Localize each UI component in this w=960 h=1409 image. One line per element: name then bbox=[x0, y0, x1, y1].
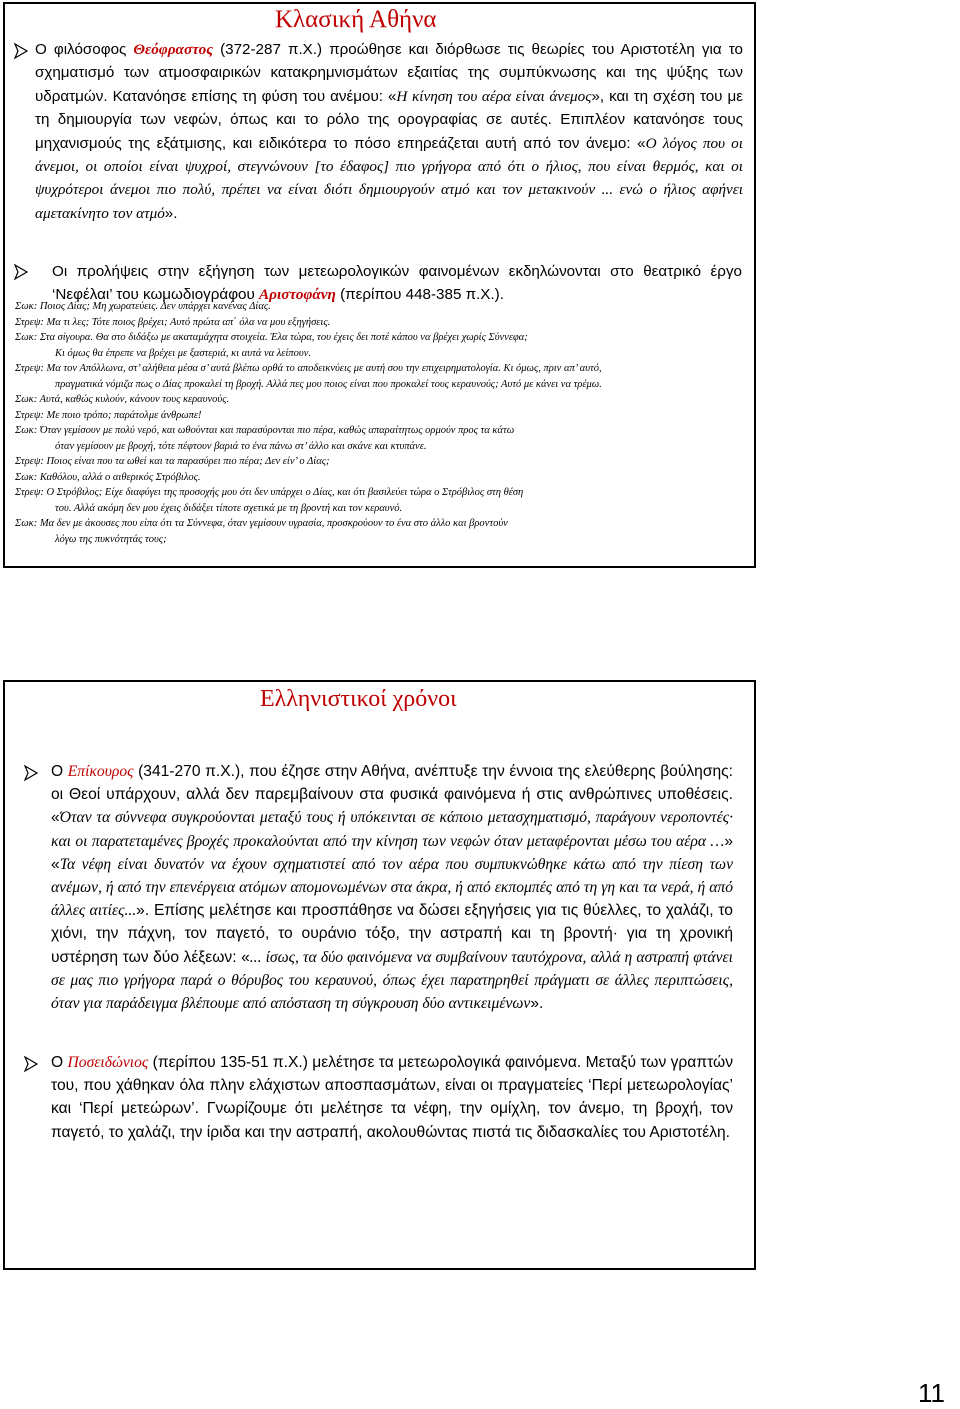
text-run: (372-287 π.Χ.) προώθησε και διόρθωσε τις θεωρίες του Αριστοτέλη για το σχηματισμό των ατμοσφαιρικών κατακρημνισμάτων εξαιτίας της συμπύκνωσης και της ψύξης των υδρατμών. Κατανόησε επίσης τη φύση του ανέμου: « bbox=[35, 41, 743, 105]
theophrastus-paragraph bbox=[35, 38, 743, 225]
dialogue-line: Σωκ: Στα σίγουρα. Θα στο διδάξω με ακαταμάχητα στοιχεία. Έλα τώρα, του έχεις δει ποτέ κάπου να βρέχει χωρίς Σύννεφα; bbox=[15, 332, 528, 343]
text-run: », και τη σχέση του με τη δημιουργία των νεφών, όπως και το ρόλο της ορογραφίας σε αυτές. Επιπλέον κατανόησε τους μηχανισμούς της εξάτμισης, και ειδικότερα το πόσο επηρεάζεται αυτή από τον άνεμο: « bbox=[35, 87, 743, 152]
arrow-bullet-icon bbox=[12, 263, 30, 281]
text-run: ». bbox=[164, 204, 178, 222]
person-name-epicurus: Επίκουρος bbox=[67, 763, 134, 780]
person-name-posidonius: Ποσειδώνιος bbox=[67, 1054, 149, 1071]
dialogue-line: Στρεψ: Μα τον Απόλλωνα, στ’ αλήθεια μέσα σ’ αυτά βλέπω ορθά το αποδεικνύεις με αυτή σου την επιχειρηματολογία. Κι όμως, πριν απ’ αυτό, bbox=[15, 363, 602, 374]
slide-title: Ελληνιστικοί χρόνοι bbox=[260, 686, 457, 712]
quote: ... ίσως, τα δύο φαινόμενα να συμβαίνουν ταυτόχρονα, αλλά η αστραπή φτάνει σε μας πιο γρήγορα παρά ο θόρυβος του κεραυνού, όπως έχει παρατηρηθεί πράγματι σε άλλες περιπτώσεις, όταν για παράδειγμα βλέπουμε από απόσταση τη σύγκρουση δύο αντικειμένων bbox=[51, 948, 733, 1013]
dialogue-line: Σωκ: Καθόλου, αλλά ο αιθερικός Στρόβιλος. bbox=[15, 471, 201, 483]
quote: Τα νέφη είναι δυνατόν να έχουν σχηματιστεί από τον αέρα που συμπυκνώθηκε κάτω από την πίεση των ανέμων, ή από την επενέργεια ατόμων απομονωμένων στα άκρα, ή από εκπομπές από τη γη και τα νερά, ή από άλλες αιτίες... bbox=[51, 855, 733, 920]
dialogue-line: Σωκ: Όταν γεμίσουν με πολύ νερό, και ωθούνται και παρασύρονται πιο πέρα, καθώς απαραίτητως ορμούν προς τα κάτω bbox=[15, 425, 515, 436]
page-number: 11 bbox=[918, 1378, 945, 1408]
text-run: Ο φιλόσοφος bbox=[35, 41, 134, 58]
quote: Όταν τα σύννεφα συγκρούονται μεταξύ τους ή υπόκεινται σε κάποιο μετασχηματισμό, παράγουν νεροποντές· και οι παρατεταμένες βροχές προκαλούνται από την κίνηση των νεφών όταν μεταφέρονται μέσω του αέρα … bbox=[51, 809, 733, 850]
slide-hellenistic-period bbox=[3, 680, 756, 1270]
arrow-bullet-icon bbox=[22, 764, 40, 782]
dialogue-line-continuation: πραγματικά νόμιζα πως ο Δίας προκαλεί τη βροχή. Αλλά πες μου ποιος είναι που προκαλεί τους κεραυνούς; Αυτό με κάνει να τρέμω. bbox=[55, 378, 602, 390]
dialogue-line: Στρεψ: Ποιος είναι που τα ωθεί και τα παρασύρει πιο πέρα; Δεν είν’ ο Δίας; bbox=[15, 456, 330, 467]
person-name-aristophanes: Αριστοφάνη bbox=[259, 286, 336, 304]
dialogue-line-continuation: του. Αλλά ακόμη δεν μου έχεις διδάξει τίποτε σχετικά με τη βροντή και τον κεραυνό. bbox=[55, 502, 403, 514]
clouds-dialogue bbox=[15, 299, 747, 547]
dialogue-line: Στρεψ: Μα τι λες; Τότε ποιος βρέχει; Αυτό πρώτα απ΄ όλα να μου εξηγήσεις. bbox=[15, 316, 331, 328]
dialogue-line-continuation: Κι όμως θα έπρεπε να βρέχει με ξαστεριά, κι αυτά να λείπουν. bbox=[55, 347, 311, 359]
person-name-theophrastus: Θεόφραστος bbox=[133, 41, 214, 58]
arrow-bullet-icon bbox=[12, 42, 30, 60]
text-run: (περίπου 135-51 π.Χ.) μελέτησε τα μετεωρολογικά φαινόμενα. Μεταξύ των γραπτών του, που χάθηκαν όλα πλην ελάχιστων αποσπασμάτων, είναι οι πραγματείες ‘Περί μετεωρολογίας’ και ‘Περί μετεώρων’. Γνωρίζουμε ότι μελέτησε τα νέφη, την ομίχλη, τον άνεμο, τη βροχή, τον παγετό, το χαλάζι, την ίριδα και την αστραπή, ακολουθώντας πιστά τις διδασκαλίες του Αριστοτέλη. bbox=[51, 1054, 733, 1141]
text-run: Οι προλήψεις στην εξήγηση των μετεωρολογικών φαινομένων εκδηλώνονται στο θεατρικό έργο ‘Νεφέλαι’ του κωμωδιογράφου bbox=[52, 263, 742, 304]
text-run: ». bbox=[530, 995, 544, 1013]
quote: Η κίνηση του αέρα είναι άνεμος bbox=[396, 87, 592, 105]
text-run: Ο bbox=[51, 763, 68, 780]
dialogue-line: Σωκ: Αυτά, καθώς κυλούν, κάνουν τους κεραυνούς. bbox=[15, 394, 230, 405]
dialogue-line-continuation: όταν γεμίσουν με βροχή, τότε πέφτουν βαριά το ένα πάνω στ’ άλλο και σκάνε και κτυπάνε. bbox=[55, 440, 427, 452]
text-run: ». Επίσης μελέτησε και προσπάθησε να δώσει εξηγήσεις για τις θύελλες, το χαλάζι, το χιόνι, την πάχνη, τον παγετό, το ουράνιο τόξο, την αστραπή και τη βροντή· για τη χρονική υστέρηση των δύο λέξεων: « bbox=[51, 902, 733, 966]
quote: Ο λόγος που οι άνεμοι, οι οποίοι είναι ψυχροί, στεγνώνουν [το έδαφος] πιο γρήγορα από ότι ο ήλιος, που είναι θερμός, και οι ψυχρότεροι άνεμοι πιο πολύ, πρέπει να είναι διότι δημιουργούν ατμό και τον μετακινούν ... ενώ ο ήλιος αφήνει αμετακίνητο τον ατμό bbox=[35, 134, 743, 222]
slide-title: Κλασική Αθήνα bbox=[275, 6, 437, 33]
text-run: (περίπου 448-385 π.Χ.). bbox=[335, 286, 504, 304]
epicurus-paragraph bbox=[51, 760, 733, 1015]
dialogue-line-continuation: λόγω της πυκνότητάς τους; bbox=[55, 533, 167, 545]
dialogue-line: Στρεψ: Ο Στρόβιλος; Είχε διαφύγει της προσοχής μου ότι δεν υπάρχει ο Δίας, και ότι βασιλεύει τώρα ο Στρόβιλος στη θέση bbox=[15, 487, 524, 498]
text-run: (341-270 π.Χ.), που έζησε στην Αθήνα, ανέπτυξε την έννοια της ελεύθερης βούλησης: οι Θεοί υπάρχουν, αλλά δεν παρεμβαίνουν στα φυσικά φαινόμενα ή στις ανθρώπινες υποθέσεις. « bbox=[51, 763, 733, 827]
dialogue-line: Σωκ: Ποιος Δίας; Μη χωρατεύεις. Δεν υπάρχει κανένας Δίας. bbox=[15, 301, 271, 312]
text-run: Ο bbox=[51, 1054, 68, 1071]
slide-classical-athens bbox=[3, 2, 756, 568]
dialogue-line: Στρεψ: Με ποιο τρόπο; παράτολμε άνθρωπε! bbox=[15, 409, 202, 421]
dialogue-line: Σωκ: Μα δεν με άκουσες που είπα ότι τα Σύννεφα, όταν γεμίσουν υγρασία, προσκρούουν το ένα στο άλλο και βροντούν bbox=[15, 518, 508, 529]
arrow-bullet-icon bbox=[22, 1055, 40, 1073]
posidonius-paragraph bbox=[51, 1051, 733, 1144]
text-run: » « bbox=[51, 832, 733, 873]
